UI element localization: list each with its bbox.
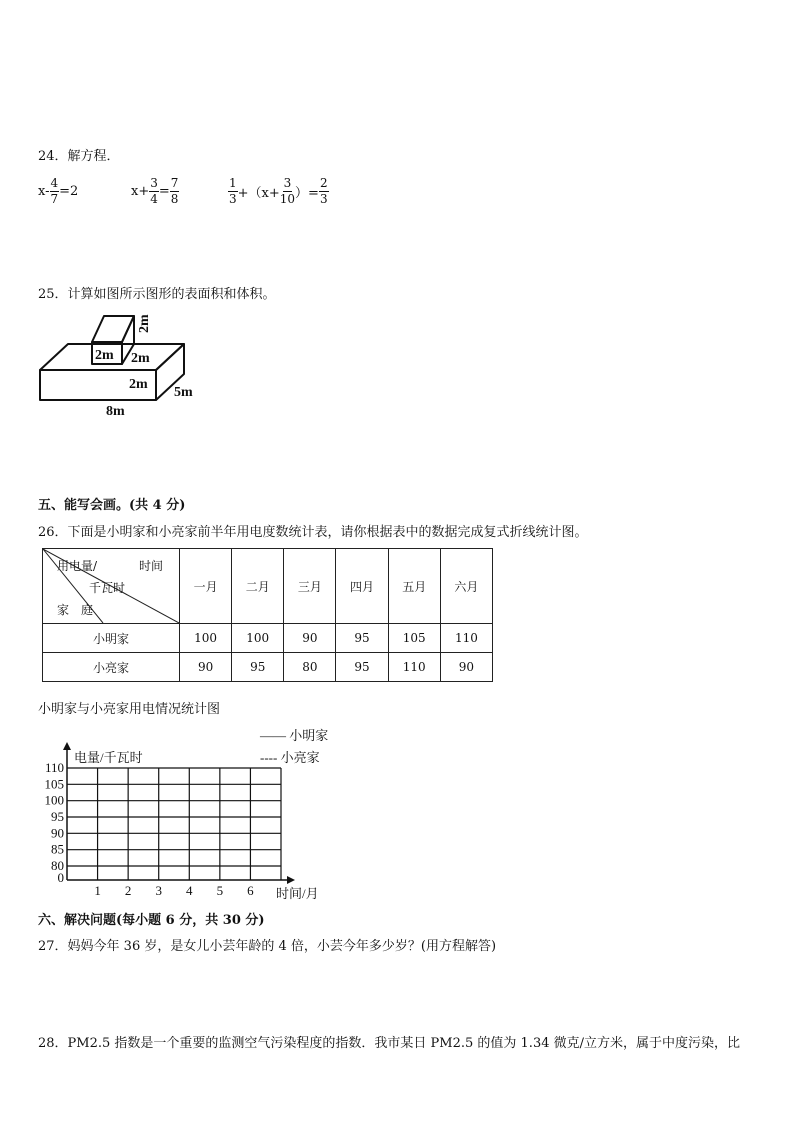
x-tick-label: 3 — [155, 883, 162, 898]
eq3-fraction-3 — [319, 176, 329, 207]
y-tick-label: 90 — [51, 825, 64, 841]
eq2-den2: 8 — [170, 192, 179, 206]
x-tick-label: 5 — [216, 883, 224, 898]
x-tick-label: 4 — [186, 883, 193, 898]
eq1-den: 7 — [50, 192, 59, 206]
x-tick-label: 2 — [124, 883, 132, 898]
table-cell: 95 — [336, 624, 388, 653]
eq3-plus: +（x+ — [237, 186, 280, 201]
x-tick-label: 6 — [247, 883, 254, 898]
table-cell: 105 — [388, 624, 440, 653]
eq2-mid: = — [158, 184, 170, 199]
month-header: 三月 — [284, 549, 336, 624]
y-tick-label: 80 — [51, 858, 64, 873]
table-cell: 95 — [232, 653, 284, 682]
eq2-den1: 4 — [150, 192, 158, 206]
y-tick-label: 95 — [51, 809, 64, 824]
eq1-pre: x- — [38, 184, 50, 199]
eq3-num1: 1 — [229, 176, 237, 190]
eq3-close: ）= — [295, 186, 319, 201]
table-cell: 90 — [440, 653, 492, 682]
table-corner-header — [43, 549, 180, 624]
eq3-num2: 3 — [283, 176, 292, 190]
month-header: 四月 — [336, 549, 388, 624]
label-top-depth: 2m — [131, 351, 150, 366]
q25-title: 25．计算如图所示图形的表面积和体积。 — [38, 287, 276, 302]
eq3-den1: 3 — [229, 192, 237, 206]
line-chart-grid — [36, 726, 336, 904]
month-header: 二月 — [232, 549, 284, 624]
table-cell: 90 — [180, 653, 232, 682]
q28-text: 28．PM2.5 指数是一个重要的监测空气污染程度的指数．我市某日 PM2.5 的值为 1.34 微克/立方米，属于中度污染，比 — [38, 1036, 740, 1051]
eq3-fraction-2 — [280, 176, 295, 207]
y-axis-label: 电量/千瓦时 — [74, 750, 143, 765]
y-tick-label: 0 — [57, 870, 64, 885]
section-6-heading: 六、解决问题(每小题 6 分，共 30 分) — [38, 913, 265, 928]
eq1-post: =2 — [59, 184, 79, 199]
eq2-num2: 7 — [170, 176, 179, 190]
x-tick-label: 1 — [94, 883, 101, 898]
x-axis-arrow-icon — [287, 876, 295, 884]
eq2-num1: 3 — [150, 176, 158, 190]
eq2-fraction-1 — [149, 176, 159, 207]
equation-3 — [228, 176, 329, 207]
label-bottom-depth: 5m — [174, 385, 193, 400]
table-cell: 100 — [232, 624, 284, 653]
table-cell: 90 — [284, 624, 336, 653]
label-bottom-length: 8m — [106, 404, 125, 419]
row-family-name: 小亮家 — [43, 653, 180, 682]
table-cell: 100 — [180, 624, 232, 653]
y-tick-label: 110 — [44, 760, 64, 775]
row-family-name: 小明家 — [43, 624, 180, 653]
corner-unit-label: 千瓦时 — [89, 581, 126, 595]
y-tick-label: 100 — [44, 792, 64, 808]
box-figure — [36, 312, 206, 420]
label-top-height: 2m — [137, 314, 152, 333]
chart-caption: 小明家与小亮家用电情况统计图 — [38, 702, 221, 717]
q24-title: 24．解方程． — [38, 149, 120, 164]
eq3-num3: 2 — [319, 176, 328, 190]
eq1-fraction — [50, 176, 60, 207]
table-row — [43, 624, 493, 653]
legend-xiaoming: —— 小明家 — [260, 728, 329, 743]
table-cell: 80 — [284, 653, 336, 682]
corner-time-label: 时间 — [139, 559, 164, 573]
eq2-fraction-2 — [170, 176, 180, 207]
section-5-heading: 五、能写会画。(共 4 分) — [38, 498, 186, 513]
q26-title: 26．下面是小明家和小亮家前半年用电度数统计表，请你根据表中的数据完成复式折线统计图。 — [38, 525, 588, 540]
label-top-width: 2m — [95, 348, 114, 363]
month-header: 五月 — [388, 549, 440, 624]
electricity-table — [42, 548, 493, 682]
eq3-den2: 10 — [279, 192, 296, 206]
q27-text: 27．妈妈今年 36 岁，是女儿小芸年龄的 4 倍，小芸今年多少岁？(用方程解答) — [38, 939, 497, 954]
x-axis-label: 时间/月 — [276, 886, 319, 901]
eq2-pre: x+ — [131, 184, 150, 199]
corner-family-label: 家 庭 — [57, 603, 94, 617]
eq3-den3: 3 — [319, 192, 328, 206]
legend-xiaoliang: ---- 小亮家 — [260, 750, 320, 765]
eq3-fraction-1 — [228, 176, 238, 207]
table-row — [43, 653, 493, 682]
month-header: 一月 — [180, 549, 232, 624]
eq1-num: 4 — [50, 176, 59, 190]
y-tick-label: 105 — [44, 776, 64, 792]
table-cell: 110 — [388, 653, 440, 682]
table-cell: 110 — [440, 624, 492, 653]
month-header: 六月 — [440, 549, 492, 624]
equation-2 — [131, 176, 179, 207]
corner-top-label: 用电量/ — [57, 559, 98, 573]
label-bottom-height: 2m — [129, 377, 148, 392]
table-cell: 95 — [336, 653, 388, 682]
y-tick-label: 85 — [51, 841, 64, 857]
y-axis-arrow-icon — [63, 742, 71, 750]
equation-1 — [38, 176, 78, 207]
